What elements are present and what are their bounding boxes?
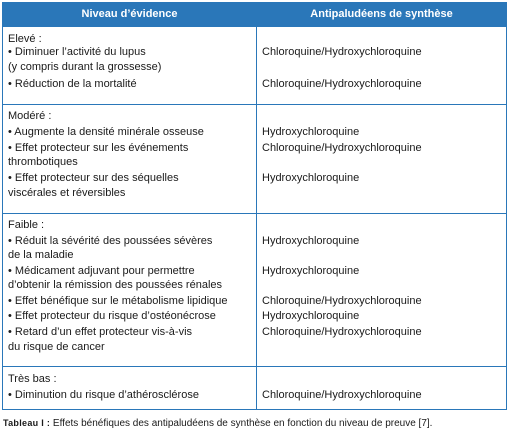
section-divider [3, 366, 506, 367]
section-title: Très bas : [8, 373, 57, 385]
drug-cell: Hydroxychloroquine [262, 172, 360, 184]
effect-line: • Retard d’un effet protecteur vis-à-vis [8, 326, 193, 338]
effect-line: • Diminution du risque d’athérosclérose [8, 389, 199, 401]
effect-line: • Médicament adjuvant pour permettre [8, 265, 195, 277]
drug-cell: Chloroquine/Hydroxychloroquine [262, 78, 422, 90]
effect-line: • Réduction de la mortalité [8, 78, 137, 90]
drug-cell: Chloroquine/Hydroxychloroquine [262, 142, 422, 154]
section-title: Faible : [8, 219, 45, 231]
effect-line: • Effet protecteur sur des séquelles [8, 172, 179, 184]
effect-line: • Augmente la densité minérale osseuse [8, 126, 204, 138]
drug-cell: Hydroxychloroquine [262, 265, 360, 277]
evidence-table [2, 2, 507, 410]
effect-line: viscérales et réversibles [8, 187, 126, 199]
drug-cell: Chloroquine/Hydroxychloroquine [262, 326, 422, 338]
effect-line: (y compris durant la grossesse) [8, 61, 162, 73]
drug-cell: Hydroxychloroquine [262, 235, 360, 247]
drug-cell: Hydroxychloroquine [262, 310, 360, 322]
effect-line: • Effet protecteur sur les événements [8, 142, 189, 154]
section-title: Modéré : [8, 110, 52, 122]
effect-line: • Diminuer l’activité du lupus [8, 46, 146, 58]
effect-line: d’obtenir la rémission des poussées rénales [8, 279, 223, 291]
drug-cell: Chloroquine/Hydroxychloroquine [262, 389, 422, 401]
drug-cell: Chloroquine/Hydroxychloroquine [262, 46, 422, 58]
effect-line: thrombotiques [8, 156, 78, 168]
header-divider [3, 26, 506, 27]
section-divider [3, 104, 506, 105]
drug-cell: Hydroxychloroquine [262, 126, 360, 138]
header-drug: Antipaludéens de synthèse [310, 8, 453, 20]
section-divider [3, 213, 506, 214]
effect-line: du risque de cancer [8, 341, 105, 353]
caption-label: Tableau I : [3, 418, 51, 428]
effect-line: • Effet bénéfique sur le métabolisme lipidique [8, 295, 228, 307]
caption-text: Effets bénéfiques des antipaludéens de synthèse en fonction du niveau de preuve [7]. [50, 418, 433, 429]
effect-line: de la maladie [8, 249, 74, 261]
table-header [3, 3, 506, 26]
column-divider [256, 3, 257, 409]
effect-line: • Effet protecteur du risque d’ostéonécrose [8, 310, 216, 322]
section-title: Elevé : [8, 33, 42, 45]
header-level: Niveau d’évidence [81, 8, 178, 20]
drug-cell: Chloroquine/Hydroxychloroquine [262, 295, 422, 307]
table-caption [3, 418, 432, 429]
effect-line: • Réduit la sévérité des poussées sévères [8, 235, 213, 247]
